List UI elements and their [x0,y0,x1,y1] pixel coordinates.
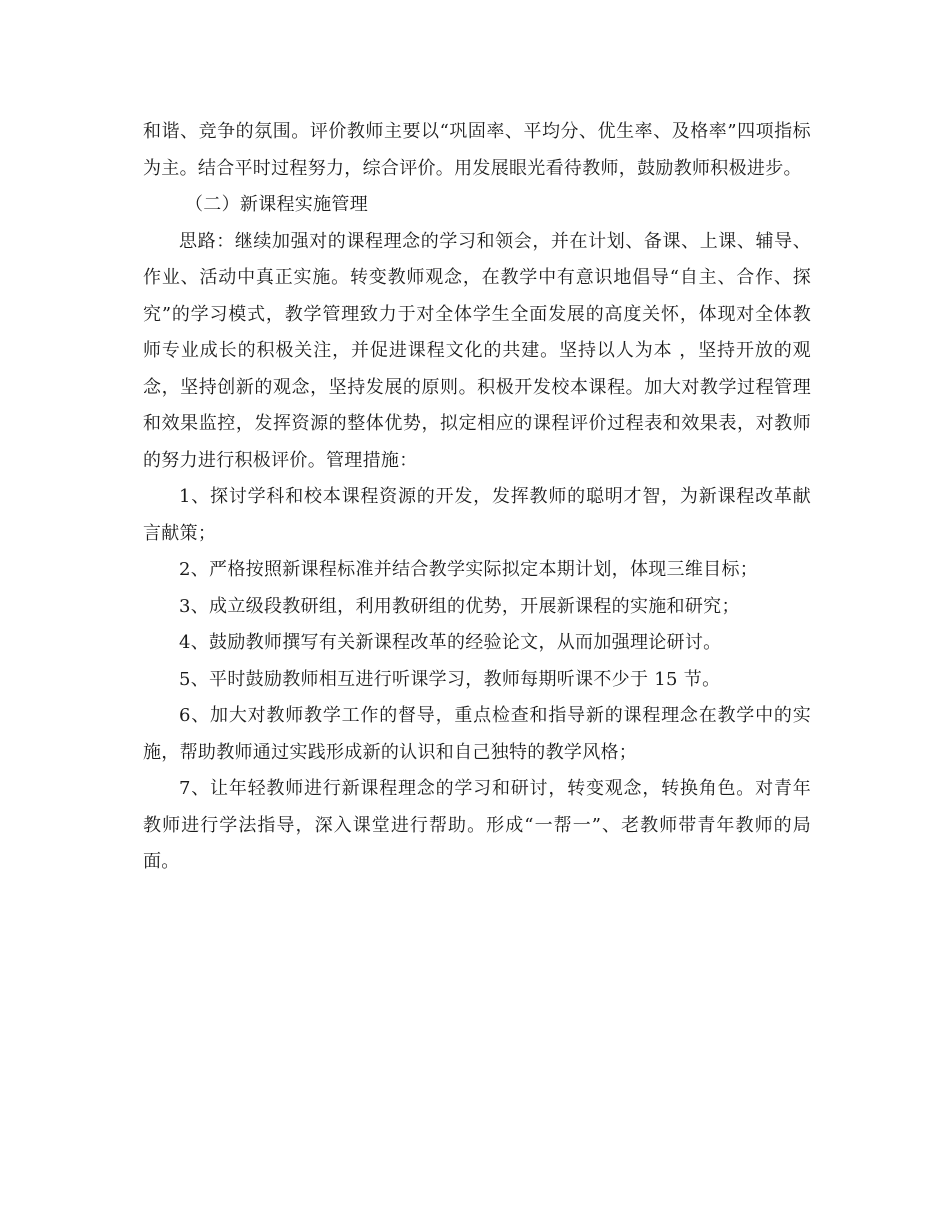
measure-item-1: 1、探讨学科和校本课程资源的开发，发挥教师的聪明才智，为新课程改革献言献策； [143,486,811,544]
document-body [143,114,811,881]
measure-item-2: 2、严格按照新课程标准并结合教学实际拟定本期计划，体现三维目标； [179,559,759,580]
measure-item-4: 4、鼓励教师撰写有关新课程改革的经验论文，从而加强理论研讨。 [179,632,722,653]
paragraph-approach: 思路：继续加强对的课程理念的学习和领会，并在计划、备课、上课、辅导、作业、活动中真正实施。转变教师观念，在教学中有意识地倡导“自主、合作、探究”的学习模式，教学管理致力于对全体学生全面发展的高度关怀，体现对全体教师专业成长的积极关注，并促进课程文化的共建。坚持以人为本 ，坚持开放的观念，坚持创新的观念，坚持发展的原则。积极开发校本课程。加大对教学过程管理和效果监控，发挥资源的整体优势，拟定相应的课程评价过程表和效果表，对教师的努力进行积极评价。管理措施： [143,230,811,471]
section-heading-new-curriculum: （二）新课程实施管理 [185,194,368,215]
measure-item-5: 5、平时鼓励教师相互进行听课学习，教师每期听课不少于 15 节。 [179,668,721,690]
paragraph-evaluation-continued: 和谐、竞争的氛围。评价教师主要以“巩固率、平均分、优生率、及格率”四项指标为主。结合平时过程努力，综合评价。用发展眼光看待教师，鼓励教师积极进步。 [143,121,811,179]
measure-item-6: 6、加大对教师教学工作的督导，重点检查和指导新的课程理念在教学中的实施，帮助教师通过实践形成新的认识和自己独特的教学风格； [143,705,811,763]
measure-item-3: 3、成立级段教研组，利用教研组的优势，开展新课程的实施和研究； [179,595,740,617]
measure-item-7: 7、让年轻教师进行新课程理念的学习和研讨，转变观念，转换角色。对青年教师进行学法指导，深入课堂进行帮助。形成“一帮一”、老教师带青年教师的局面。 [143,778,811,872]
